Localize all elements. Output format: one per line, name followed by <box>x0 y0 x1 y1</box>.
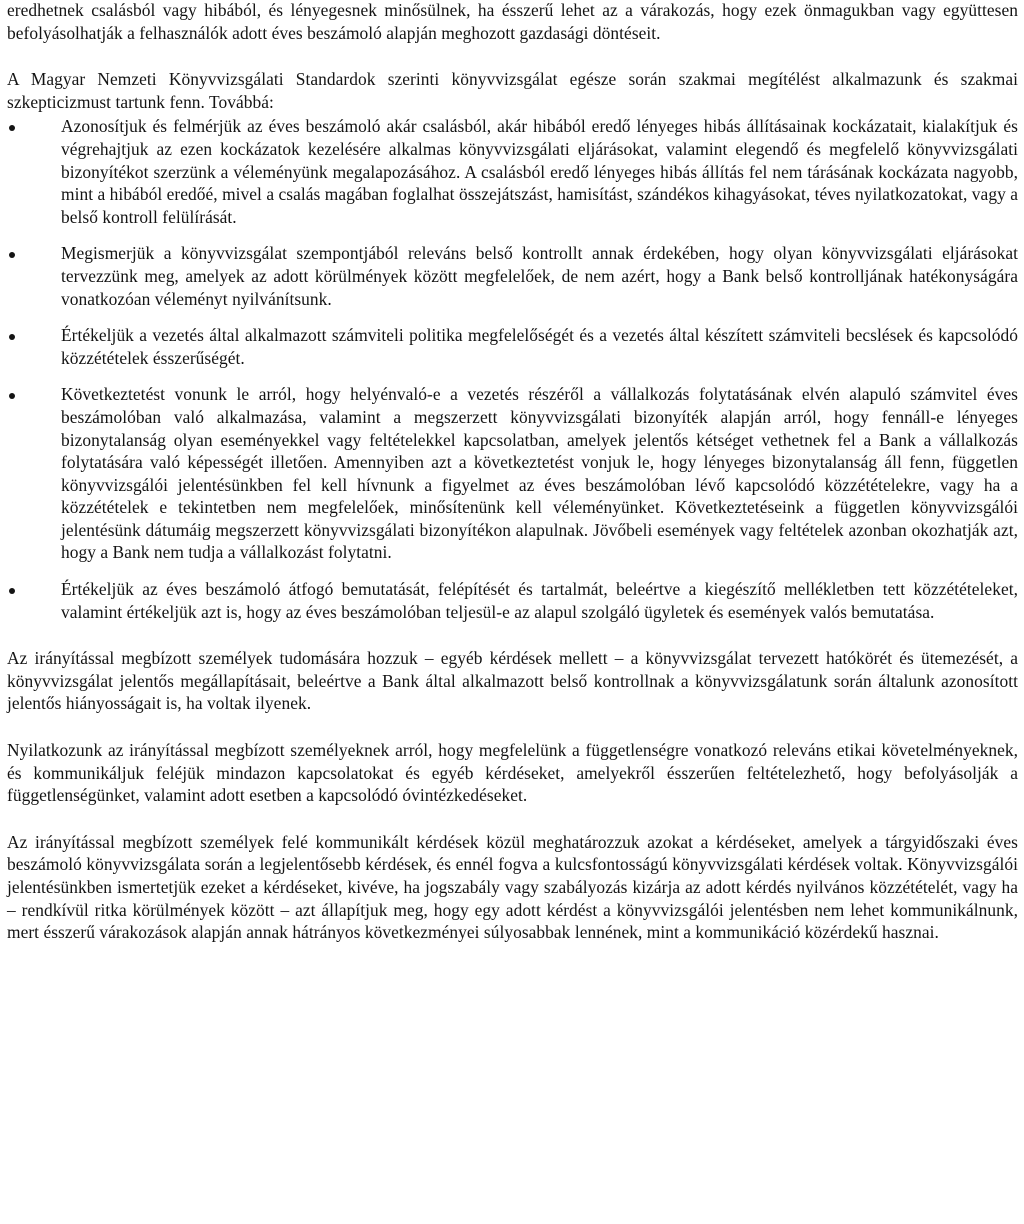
paragraph-standards: A Magyar Nemzeti Könyvvizsgálati Standardok szerinti könyvvizsgálat egésze során szakmai megítélést alkalmazunk és szakmai szkepticizmust tartunk fenn. Továbbá: <box>7 69 1018 112</box>
bullet-icon <box>9 588 15 594</box>
list-item-text: Értékeljük az éves beszámoló átfogó bemutatását, felépítését és tartalmát, beleértve a kiegészítő mellékletben tett közzétételeket, valamint értékeljük azt is, hogy az éves beszámolóban teljesül-e az alapul szolgáló ügyletek és események valós bemutatása. <box>61 579 1018 622</box>
bullet-list <box>7 115 1018 623</box>
bullet-icon <box>9 393 15 399</box>
bullet-icon <box>9 125 15 131</box>
list-item <box>7 578 1018 623</box>
paragraph-independence: Nyilatkozunk az irányítással megbízott személyeknek arról, hogy megfelelünk a függetlenségre vonatkozó releváns etikai követelményeknek, és kommunikáljuk feléjük mindazon kapcsolatokat és egyéb kérdéseket, amelyekről ésszerűen feltételezhető, hogy befolyásolják a függetlenségünket, valamint adott esetben a kapcsolódó óvintézkedéseket. <box>7 740 1018 806</box>
bullet-icon <box>9 252 15 258</box>
paragraph-governance: Az irányítással megbízott személyek tudomására hozzuk – egyéb kérdések mellett – a könyvvizsgálat tervezett hatókörét és ütemezését, a könyvvizsgálat jelentős megállapításait, beleértve a Bank által alkalmazott belső kontrollnak a könyvvizsgálatunk során általunk azonosított jelentős hiányosságait is, ha voltak ilyenek. <box>7 648 1018 714</box>
list-item-text: Következtetést vonunk le arról, hogy helyénvaló-e a vezetés részéről a vállalkozás folytatásának elvén alapuló számvitel éves beszámolóban való alkalmazása, valamint a megszerzett könyvvizsgálati bizonyíték alapján arról, hogy fennáll-e lényeges bizonytalanság olyan eseményekkel vagy feltételekkel kapcsolatban, amelyek jelentős kétséget vethetnek fel a Bank a vállalkozás folytatására való képességét illetően. Amennyiben azt a következtetést vonjuk le, hogy lényeges bizonytalanság áll fenn, független könyvvizsgálói jelentésünkben fel kell hívnunk a figyelmet az éves beszámolóban lévő kapcsolódó közzétételekre, vagy ha a közzétételek e tekintetben nem megfelelőek, minősítenünk kell véleményünket. Következtetéseink a független könyvvizsgálói jelentésünk dátumáig megszerzett könyvvizsgálati bizonyítékon alapulnak. Jövőbeli események vagy feltételek azonban okozhatják azt, hogy a Bank nem tudja a vállalkozást folytatni. <box>61 384 1018 563</box>
list-item <box>7 324 1018 369</box>
paragraph-intro: eredhetnek csalásból vagy hibából, és lényegesnek minősülnek, ha ésszerű lehet az a várakozás, hogy ezek önmagukban vagy együttesen befolyásolhatják a felhasználók adott éves beszámoló alapján meghozott gazdasági döntéseit. <box>7 0 1018 43</box>
bullet-icon <box>9 334 15 340</box>
list-item-text: Megismerjük a könyvvizsgálat szempontjából releváns belső kontrollt annak érdekében, hogy olyan könyvvizsgálati eljárásokat tervezzünk meg, amelyek az adott körülmények között megfelelőek, de nem azért, hogy a Bank belső kontrolljának hatékonyságára vonatkozóan véleményt nyilvánítsunk. <box>61 243 1018 309</box>
list-item-text: Azonosítjuk és felmérjük az éves beszámoló akár csalásból, akár hibából eredő lényeges hibás állításainak kockázatait, kialakítjuk és végrehajtjuk az ezen kockázatok kezelésére alkalmas könyvvizsgálati eljárásokat, valamint elegendő és megfelelő könyvvizsgálati bizonyítékot szerzünk a véleményünk megalapozásához. A csalásból eredő lényeges hibás állítás fel nem tárásának kockázata nagyobb, mint a hibából eredőé, mivel a csalás magában foglalhat összejátszást, hamisítást, szándékos kihagyásokat, téves nyilatkozatokat, vagy a belső kontroll felülírását. <box>61 116 1018 227</box>
paragraph-key-matters: Az irányítással megbízott személyek felé kommunikált kérdések közül meghatározzuk azokat a kérdéseket, amelyek a tárgyidőszaki éves beszámoló könyvvizsgálata során a legjelentősebb kérdések, és ennél fogva a kulcsfontosságú könyvvizsgálati kérdések voltak. Könyvvizsgálói jelentésünkben ismertetjük ezeket a kérdéseket, kivéve, ha jogszabály vagy szabályozás kizárja az adott kérdés nyilvános közzétételét, vagy ha – rendkívül ritka körülmények között – azt állapítjuk meg, hogy egy adott kérdést a könyvvizsgálói jelentésben nem lehet kommunikálnunk, mert ésszerű várakozások alapján annak hátrányos következményei súlyosabbak lennének, mint a kommunikáció közérdekű hasznai. <box>7 831 1018 943</box>
list-item <box>7 115 1018 228</box>
list-item-text: Értékeljük a vezetés által alkalmazott számviteli politika megfelelőségét és a vezetés által készített számviteli becslések és kapcsolódó közzétételek ésszerűségét. <box>61 325 1018 368</box>
list-item <box>7 383 1018 564</box>
list-item <box>7 242 1018 310</box>
